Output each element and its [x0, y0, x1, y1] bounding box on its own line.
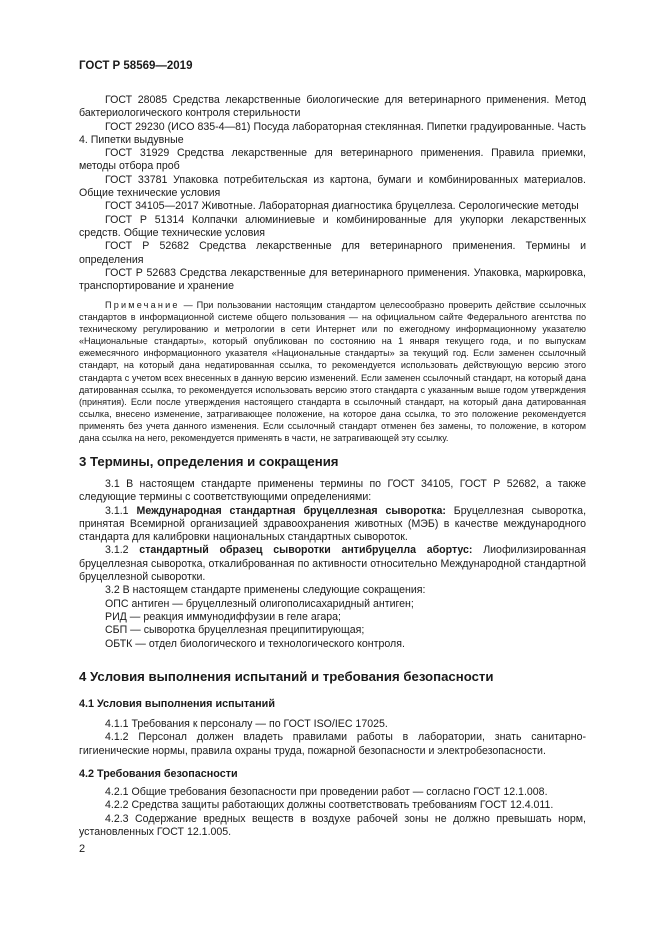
subsection-4-1-title: 4.1 Условия выполнения испытаний — [79, 698, 275, 710]
reference-item: ГОСТ 31929 Средства лекарственные для ветеринарного применения. Правила приемки, методы отбора проб — [79, 147, 586, 173]
page-number: 2 — [79, 843, 86, 855]
section-4-title: 4 Условия выполнения испытаний и требования безопасности — [79, 669, 494, 684]
reference-item: ГОСТ 29230 (ИСО 835-4—81) Посуда лабораторная стеклянная. Пипетки градуированные. Часть 4. Пипетки выдувные — [79, 120, 586, 146]
subsection-4-2-body — [79, 786, 586, 839]
paragraph-4-2-2: 4.2.2 Средства защиты работающих должны соответствовать требованиям ГОСТ 12.4.011. — [105, 799, 554, 812]
document-header: ГОСТ Р 58569—2019 — [79, 60, 193, 72]
abbreviation-item: ОПС антиген — бруцеллезный олигополисахаридный антиген; — [105, 597, 414, 610]
reference-item: ГОСТ 28085 Средства лекарственные биологические для ветеринарного применения. Метод бактериологического контроля стерильности — [79, 94, 586, 120]
subsection-4-2-title: 4.2 Требования безопасности — [79, 768, 238, 780]
paragraph-4-1-1: 4.1.1 Требования к персоналу — по ГОСТ ISO/IEC 17025. — [105, 718, 388, 730]
section-3-title-block — [79, 454, 586, 469]
abbreviation-item: СБП — сыворотка бруцеллезная преципитирующая; — [105, 624, 365, 637]
note-label: Примечание — [105, 300, 180, 310]
paragraph-3-2: 3.2 В настоящем стандарте применены следующие сокращения: — [105, 584, 426, 597]
paragraph-3-1: 3.1 В настоящем стандарте применены термины по ГОСТ 34105, ГОСТ Р 52682, а также следующие термины с соответствующими определениями: — [79, 478, 586, 504]
references-list — [79, 94, 586, 293]
note-block — [79, 299, 586, 444]
paragraph-3-1-1: 3.1.1 Международная стандартная бруцеллезная сыворотка: Бруцеллезная сыворотка, принятая Всемирной организацией здравоохранения животных (МЭБ) в качестве международного стандарта для калибровки национальных стандартных сывороток. — [79, 504, 587, 544]
subsection-4-2-title-block — [79, 768, 586, 780]
term-3-1-1: Международная стандартная бруцеллезная сыворотка: — [136, 504, 446, 517]
section-3-title: 3 Термины, определения и сокращения — [79, 454, 339, 469]
subsection-4-1-title-block — [79, 698, 586, 710]
abbreviation-item: РИД — реакция иммунодиффузии в геле агара; — [105, 610, 341, 623]
paragraph-4-2-1: 4.2.1 Общие требования безопасности при проведении работ — согласно ГОСТ 12.1.008. — [105, 786, 548, 798]
paragraph-4-1-2: 4.1.2 Персонал должен владеть правилами работы в лаборатории, знать санитарно-гигиенические нормы, правила охраны труда, пожарной безопасности и электробезопасности. — [79, 731, 586, 757]
term-3-1-2: стандартный образец сыворотки антибруцелла абортус: — [139, 544, 473, 557]
section-4-title-block — [79, 669, 586, 684]
paragraph-4-2-3: 4.2.3 Содержание вредных веществ в воздухе рабочей зоны не должно превышать норм, установленных ГОСТ 12.1.005. — [79, 812, 586, 838]
reference-item: ГОСТ Р 51314 Колпачки алюминиевые и комбинированные для укупорки лекарственных средств. Общие технические условия — [79, 213, 586, 239]
abbreviation-item: ОБТК — отдел биологического и технологического контроля. — [105, 637, 405, 650]
subsection-4-1-body — [79, 718, 586, 758]
note-paragraph — [79, 299, 586, 444]
note-text: — При пользовании настоящим стандартом целесообразно проверить действие ссылочных стандартов в информационной системе общего пользования — на официальном сайте Федерального агентства по техническому регулированию и метрологии в сети Интернет или по ежегодному информационному указателю «Национальные стандарты», который опубликован по состоянию на 1 января текущего года, и по выпускам ежемесячного информационного указателя «Национальные стандарты» за текущий год. Если заменен ссылочный стандарт, на который дана недатированная ссылка, то рекомендуется использовать действующую версию этого стандарта с учетом всех внесенных в данную версию изменений. Если заменен ссылочный стандарт, на который дана датированная ссылка, то рекомендуется использовать версию этого стандарта с указанным выше годом утверждения (принятия). Если после утверждения настоящего стандарта в ссылочный стандарт, на который дана датированная ссылка, внесено изменение, затрагивающее положение, на которое дана ссылка, то это положение рекомендуется применять без учета данного изменения. Если ссылочный стандарт отменен без замены, то положение, в котором дана ссылка на него, рекомендуется применять в части, не затрагивающей эту ссылку. — [79, 300, 586, 444]
section-3-body — [79, 478, 586, 651]
paragraph-3-1-2: 3.1.2 стандартный образец сыворотки антибруцелла абортус: Лиофилизированная бруцеллезная сыворотка, откалиброванная по активности относительно Международной стандартной бруцеллезной сыворотки. — [79, 544, 586, 584]
reference-item: ГОСТ 33781 Упаковка потребительская из картона, бумаги и комбинированных материалов. Общие технические условия — [79, 173, 586, 200]
reference-item: ГОСТ Р 52683 Средства лекарственные для ветеринарного применения. Упаковка, маркировка, транспортирование и хранение — [79, 266, 586, 293]
reference-item: ГОСТ 34105—2017 Животные. Лабораторная диагностика бруцеллеза. Серологические методы — [105, 200, 579, 213]
reference-item: ГОСТ Р 52682 Средства лекарственные для ветеринарного применения. Термины и определения — [79, 240, 586, 266]
